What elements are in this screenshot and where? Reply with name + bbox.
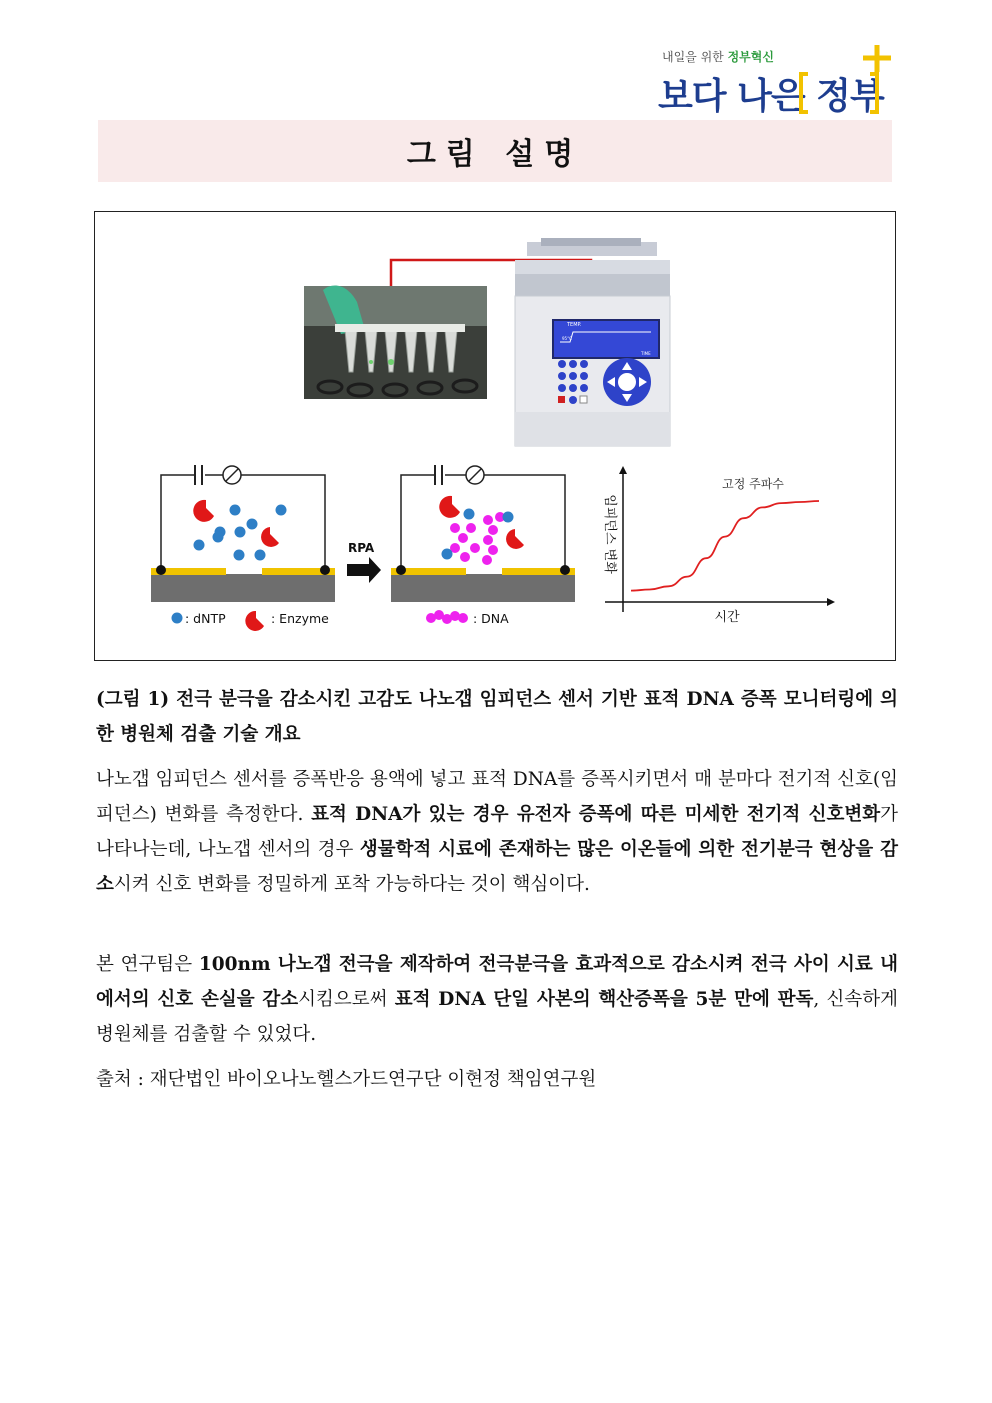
rpa-arrow [347,557,381,583]
legend-dntp-marker [172,613,183,624]
title-bar [98,120,892,182]
rpa-label: RPA [348,541,375,555]
display-temperature: 95°C [562,336,572,341]
paragraph-2-bold-2: 표적 DNA 단일 사본의 핵산증폭을 5분 만에 판독 [394,989,814,1010]
logo-tagline-highlight: 정부혁신 [727,50,774,64]
legend-enzyme-label: : Enzyme [271,611,329,626]
impedance-chart [602,466,835,625]
x-axis-label: 시간 [714,610,740,625]
paragraph-1-text-3: 시켜 신호 변화를 정밀하게 포착 가능하다는 것이 핵심이다. [113,874,590,895]
sensor-after [391,465,575,602]
logo-tagline-prefix: 내일을 위한 [662,50,728,64]
tube-photo [304,286,487,399]
government-innovation-logo [658,40,903,120]
logo-bracket-plus-icon [658,40,903,120]
legend-enzyme-marker [245,611,264,631]
paragraph-2-text-2: 시킴으로써 [298,989,395,1010]
legend-dna-marker [426,610,468,624]
source-credit: 출처 : 재단법인 바이오나노헬스가드연구단 이현정 책임연구원 [96,1069,597,1090]
paragraph-2-bold-1: 100nm 나노갭 전극을 제작하여 전극분극을 효과적으로 감소시켜 전극 사이 시료 내에서의 신호 손실을 감소 [96,954,898,1010]
sensor-before [151,465,335,602]
paragraph-1-bold-2: 생물학적 시료에 존재하는 많은 이온들에 의한 전기분극 현상을 감소 [96,839,899,895]
legend [172,610,510,631]
paragraph-1-text-2: 가 나타나는데, 나노갭 센서의 경우 [96,804,898,860]
legend-dntp-label: : dNTP [185,611,226,626]
figure-panel [94,211,896,661]
display-time-label: TIME [641,351,651,356]
page-title: 그림 설명 [406,137,584,172]
legend-dna-label: : DNA [473,611,509,626]
impedance-series-line [631,501,819,591]
paragraph-1-bold-1: 표적 DNA가 있는 경우 유전자 증폭에 따른 미세한 전기적 신호변화 [311,804,881,825]
figure-illustration [95,212,896,661]
paragraph-1-text-1: 나노갭 임피던스 센서를 증폭반응 용액에 넣고 표적 DNA를 증폭시키면서 매 분마다 전기적 신호(임피던스) 변화를 측정한다. [96,769,898,825]
thermal-cycler [515,238,670,446]
chart-annotation: 고정 주파수 [722,477,784,491]
figure-caption: (그림 1) 전극 분극을 감소시킨 고감도 나노갭 임피던스 센서 기반 표적 DNA 증폭 모니터링에 의한 병원체 검출 기술 개요 [96,689,898,745]
display-temp-label: TEMP. [567,322,582,328]
paragraph-1 [96,762,898,902]
logo-main-text: 보다 나은 정부 [658,76,884,117]
paragraph-2-text-3: , 신속하게 병원체를 검출할 수 있었다. [96,989,898,1045]
y-axis-label: 임피던스 변화 [602,494,617,574]
paragraph-2-text-1: 본 연구팀은 [96,954,199,975]
paragraph-2 [96,947,898,1052]
